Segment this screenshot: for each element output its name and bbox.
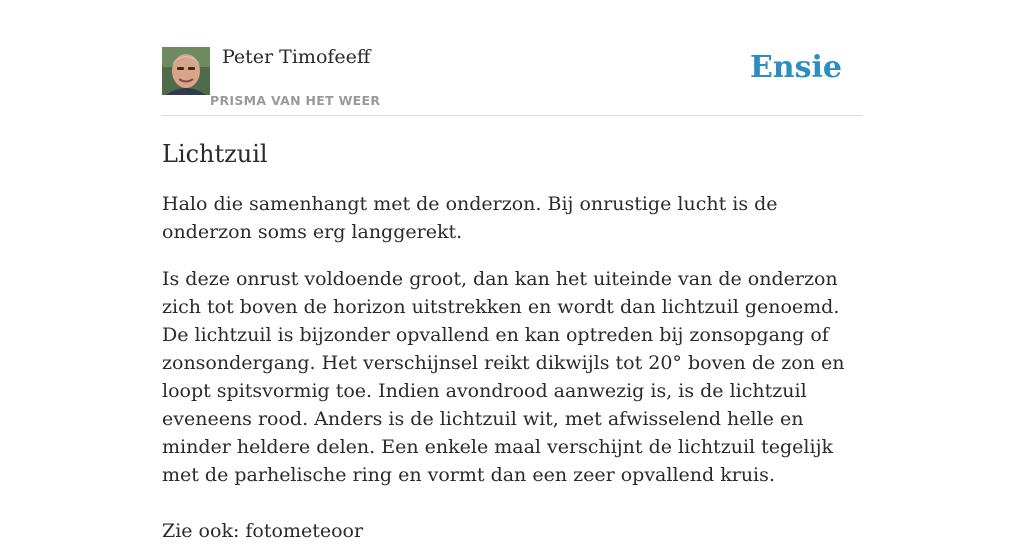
see-also[interactable]: Zie ook: fotometeoor <box>162 520 364 542</box>
author-photo-icon <box>162 47 210 95</box>
book-title[interactable]: PRISMA VAN HET WEER <box>210 93 381 108</box>
entry-title: Lichtzuil <box>162 140 268 168</box>
entry-paragraph: Halo die samenhangt met de onderzon. Bij onrustige lucht is de onderzon soms erg langgerekt. <box>162 193 778 243</box>
author-name[interactable]: Peter Timofeeff <box>222 46 371 68</box>
entry-paragraph: Is deze onrust voldoende groot, dan kan het uiteinde van de onderzon zich tot boven de horizon uitstrekken en wordt dan lichtzuil genoemd. De lichtzuil is bijzonder opvallend en kan optreden bij zonsopgang of zonsondergang. Het verschijnsel reikt dikwijls tot 20° boven de zon en loopt spitsvormig toe. Indien avondrood aanwezig is, is de lichtzuil eveneens rood. Anders is de lichtzuil wit, met afwisselend helle en minder heldere delen. Een enkele maal verschijnt de lichtzuil tegelijk met de parhelische ring en vormt dan een zeer opvallend kruis. <box>162 268 845 486</box>
ensie-logo[interactable]: Ensie <box>749 50 842 85</box>
entry-header <box>162 44 862 116</box>
author-avatar[interactable] <box>162 47 210 95</box>
entry-content <box>162 138 862 545</box>
